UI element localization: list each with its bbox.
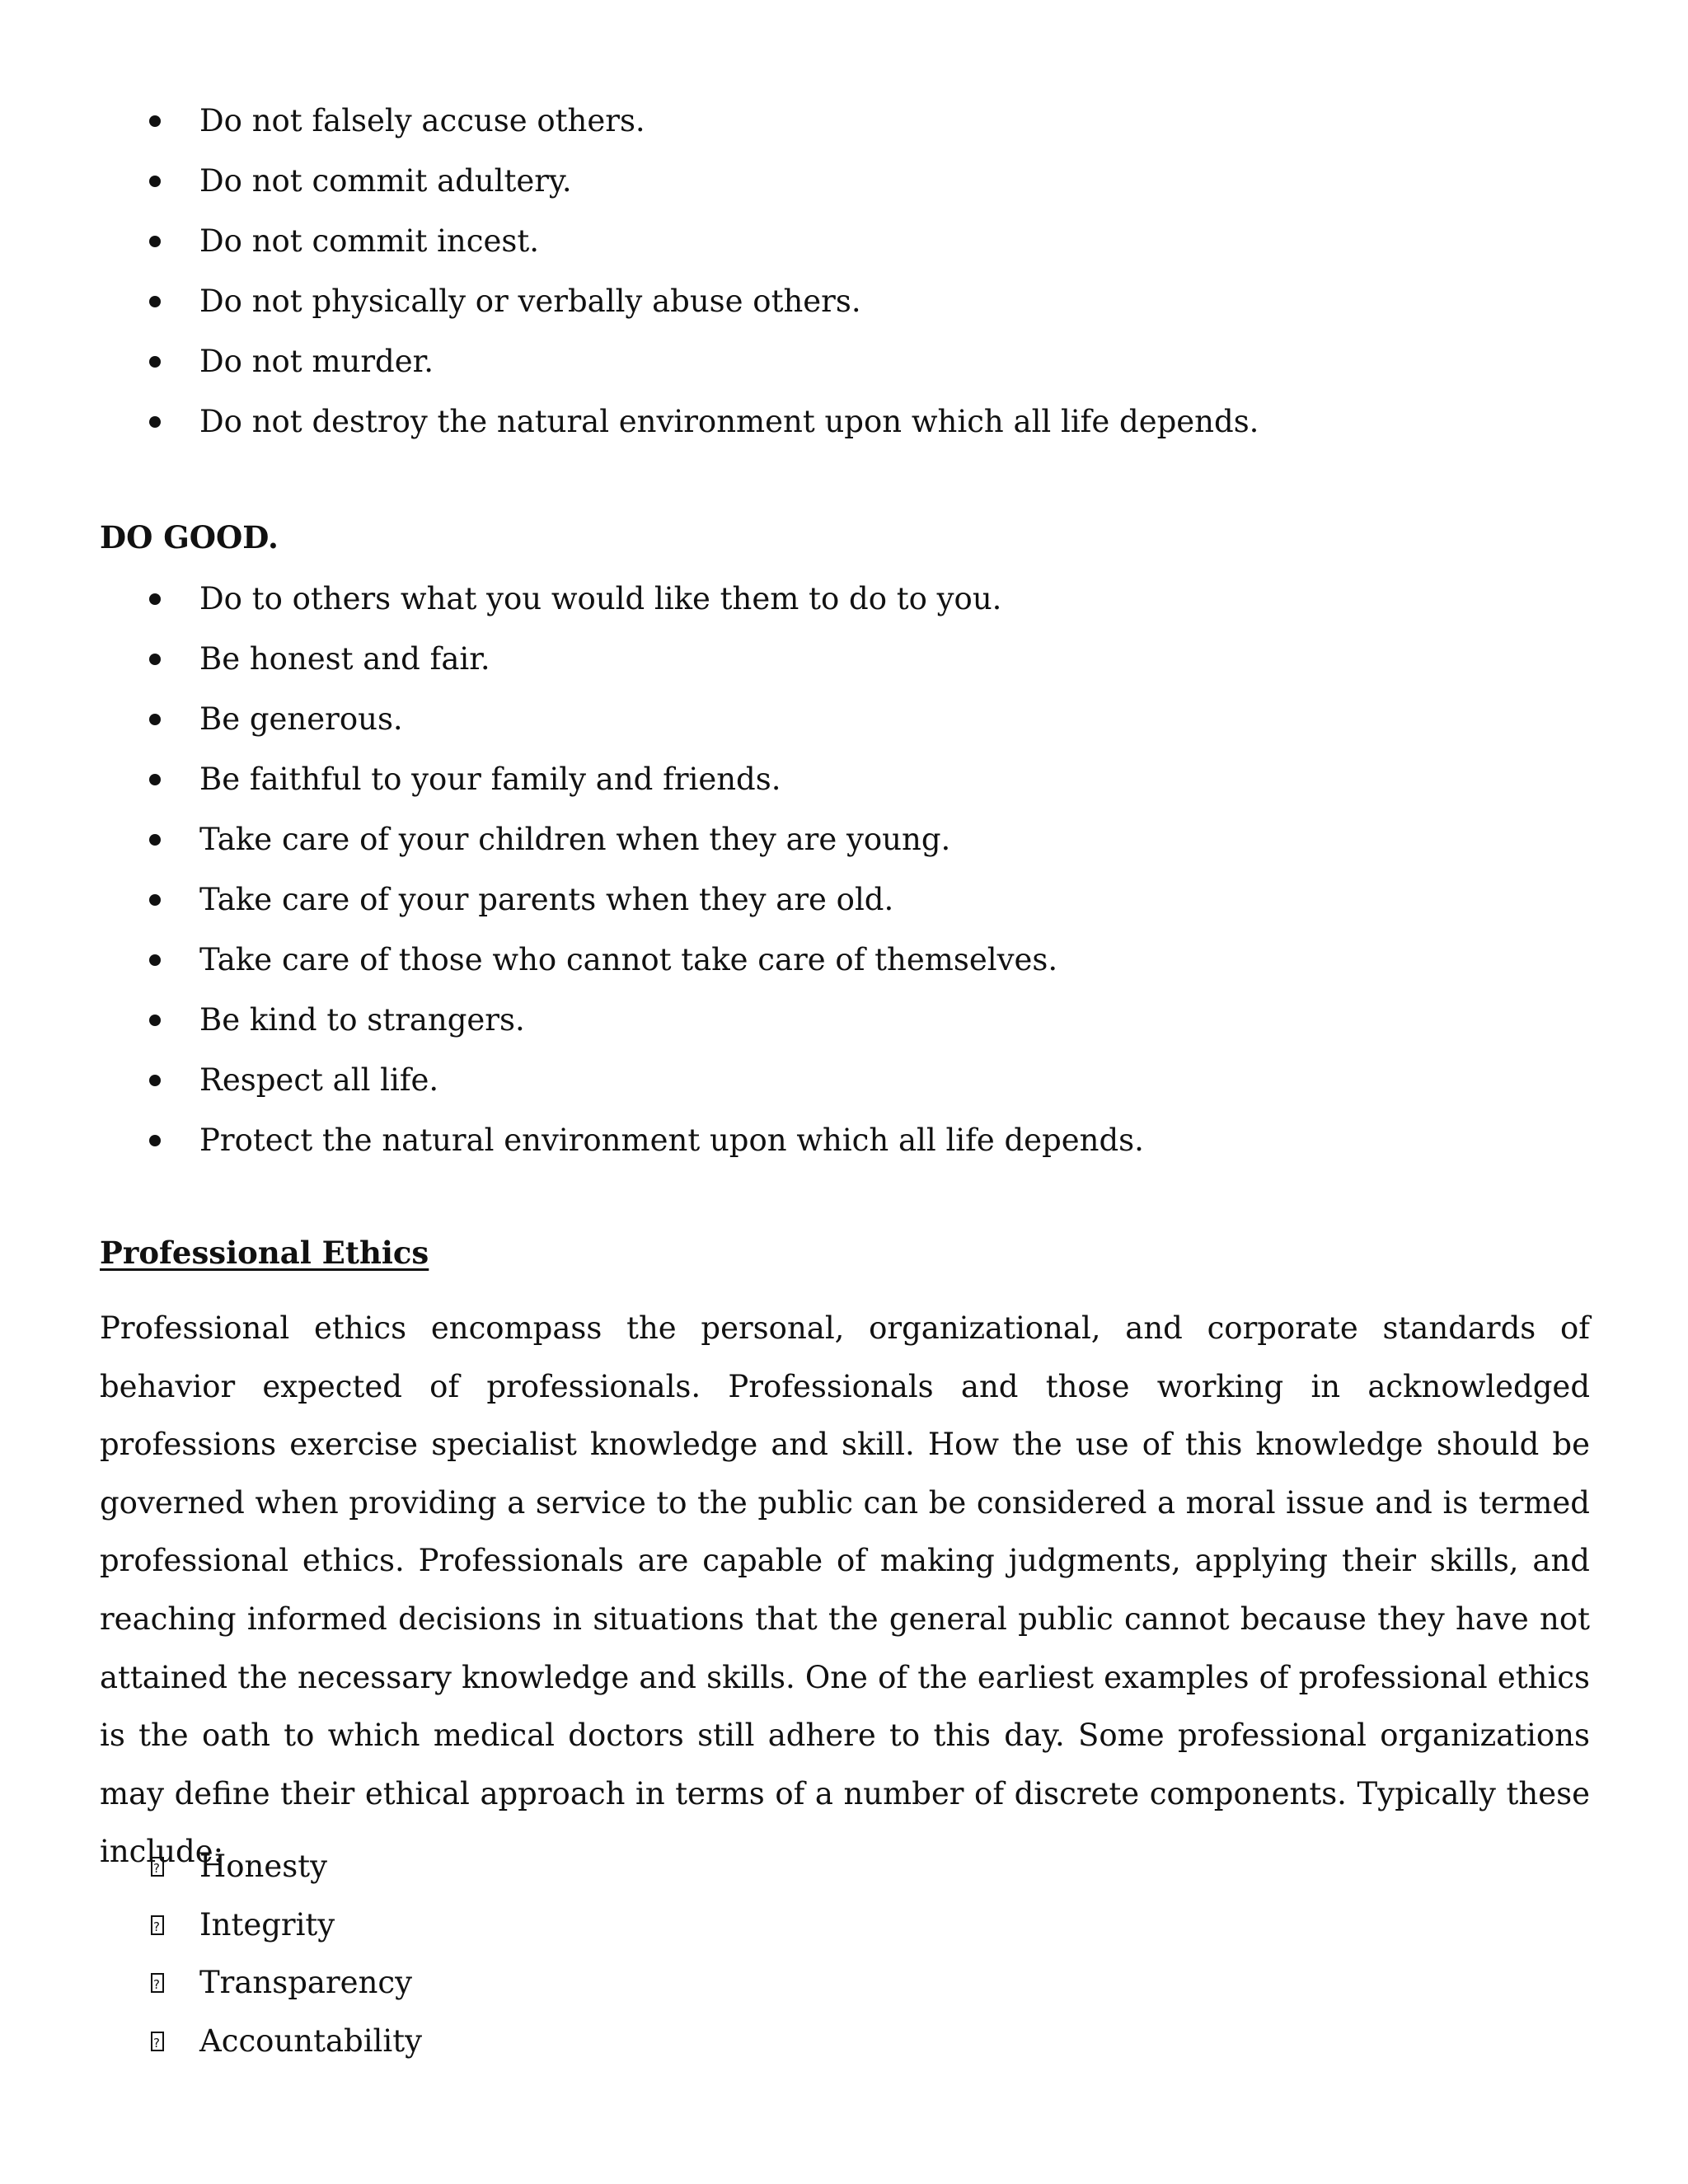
bullet-icon: [149, 654, 161, 665]
professional-ethics-heading: Professional Ethics: [100, 1235, 429, 1271]
list-item: Be honest and fair.: [0, 629, 1688, 689]
list-item: Be faithful to your family and friends.: [0, 749, 1688, 809]
missing-glyph-bullet-icon: [151, 1915, 164, 1935]
list-item: Do not murder.: [0, 331, 1688, 391]
list-item: Do not destroy the natural environment upon which all life depends.: [0, 391, 1688, 452]
list-item: Take care of your parents when they are old.: [0, 869, 1688, 930]
bullet-icon: [149, 954, 161, 966]
list-item: ? Integrity: [0, 1896, 1688, 1955]
components-list: [0, 1838, 1688, 2070]
dont-list: [0, 91, 1688, 452]
list-item: Take care of those who cannot take care of themselves.: [0, 930, 1688, 990]
list-item: Do not physically or verbally abuse others.: [0, 271, 1688, 331]
bullet-icon: [149, 714, 161, 725]
list-item: Do not commit adultery.: [0, 151, 1688, 211]
professional-ethics-paragraph: Professional ethics encompass the personal, organizational, and corporate standards of behavior expected of professionals. Professionals and those working in acknowledged professions exercise specialist knowledge and skill. How the use of this knowledge should be governed when providing a service to the public can be considered a moral issue and is termed professional ethics. Professionals are capable of making judgments, applying their skills, and reaching informed decisions in situations that the general public cannot because they have not attained the necessary knowledge and skills. One of the earliest examples of professional ethics is the oath to which medical doctors still adhere to this day. Some professional organizations may define their ethical approach in terms of a number of discrete components. Typically these include:: [100, 1310, 1590, 1870]
do-good-heading: DO GOOD.: [100, 519, 279, 555]
bullet-icon: [149, 593, 161, 605]
bullet-icon: [149, 774, 161, 785]
bullet-icon: [149, 834, 161, 846]
bullet-icon: [149, 236, 161, 247]
list-item: Do not falsely accuse others.: [0, 91, 1688, 151]
bullet-icon: [149, 356, 161, 368]
missing-glyph-bullet-icon: [151, 2032, 164, 2051]
missing-glyph-bullet-icon: [151, 1973, 164, 1993]
bullet-icon: [149, 115, 161, 127]
list-item: Respect all life.: [0, 1050, 1688, 1110]
bullet-icon: [149, 894, 161, 906]
list-item: Take care of your children when they are young.: [0, 809, 1688, 869]
missing-glyph-bullet-icon: [151, 1857, 164, 1877]
bullet-icon: [149, 1135, 161, 1146]
list-item: Be kind to strangers.: [0, 990, 1688, 1050]
bullet-icon: [149, 416, 161, 428]
bullet-icon: [149, 1015, 161, 1026]
list-item: Protect the natural environment upon which all life depends.: [0, 1110, 1688, 1170]
bullet-icon: [149, 296, 161, 307]
list-item: Do not commit incest.: [0, 211, 1688, 271]
list-item: Do to others what you would like them to do to you.: [0, 569, 1688, 629]
bullet-icon: [149, 1075, 161, 1086]
list-item: ? Accountability: [0, 2013, 1688, 2071]
list-item: ? Honesty: [0, 1838, 1688, 1896]
bullet-icon: [149, 176, 161, 187]
list-item: ? Transparency: [0, 1954, 1688, 2013]
list-item: Be generous.: [0, 689, 1688, 749]
do-good-list: [0, 569, 1688, 1170]
